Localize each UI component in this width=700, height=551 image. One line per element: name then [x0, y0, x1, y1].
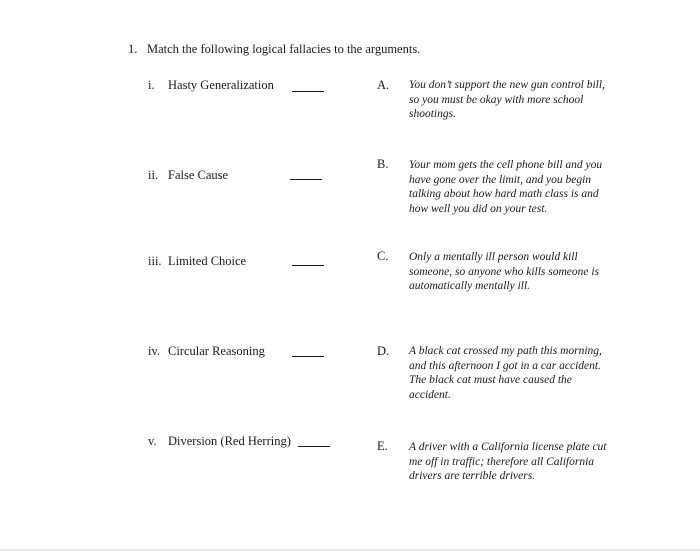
argument-letter: E. — [377, 439, 388, 453]
question-prompt: Match the following logical fallacies to the arguments. — [147, 42, 421, 56]
argument-text-b: Your mom gets the cell phone bill and you have gone over the limit, and you begin talking about how hard math class is and how well you did on your test. — [409, 159, 603, 215]
answer-blank-iv[interactable] — [292, 356, 324, 357]
fallacy-label-limited-choice: Limited Choice — [168, 254, 247, 268]
argument-letter: D. — [377, 344, 390, 358]
fallacy-label-false-cause: False Cause — [168, 168, 229, 182]
fallacy-label-diversion-red-herring: Diversion (Red Herring) — [168, 434, 291, 448]
answer-blank-i[interactable] — [292, 91, 324, 92]
answer-blank-iii[interactable] — [292, 265, 324, 266]
fallacy-number: i. — [148, 78, 155, 92]
fallacy-number: v. — [148, 434, 157, 448]
argument-text-d: A black cat crossed my path this morning, and this afternoon I got in a car accident. The black cat must have caused the accident. — [409, 345, 602, 401]
argument-letter: A. — [377, 78, 390, 92]
answer-blank-ii[interactable] — [290, 179, 322, 180]
argument-text-c: Only a mentally ill person would kill someone, so anyone who kills someone is automatically mentally ill. — [409, 251, 600, 292]
fallacy-label-circular-reasoning: Circular Reasoning — [168, 344, 265, 358]
fallacy-number: iv. — [148, 344, 161, 358]
argument-text-a: You don’t support the new gun control bill, so you must be okay with more school shootings. — [409, 79, 605, 120]
fallacy-number: ii. — [148, 168, 159, 182]
fallacy-label-hasty-generalization: Hasty Generalization — [168, 78, 274, 92]
fallacy-number: iii. — [148, 254, 162, 268]
argument-letter: C. — [377, 249, 389, 263]
argument-text-e: A driver with a California license plate cut me off in traffic; therefore all California drivers are terrible drivers. — [409, 441, 607, 482]
answer-blank-v[interactable] — [298, 446, 330, 447]
question-number: 1. — [128, 42, 138, 56]
argument-letter: B. — [377, 157, 389, 171]
